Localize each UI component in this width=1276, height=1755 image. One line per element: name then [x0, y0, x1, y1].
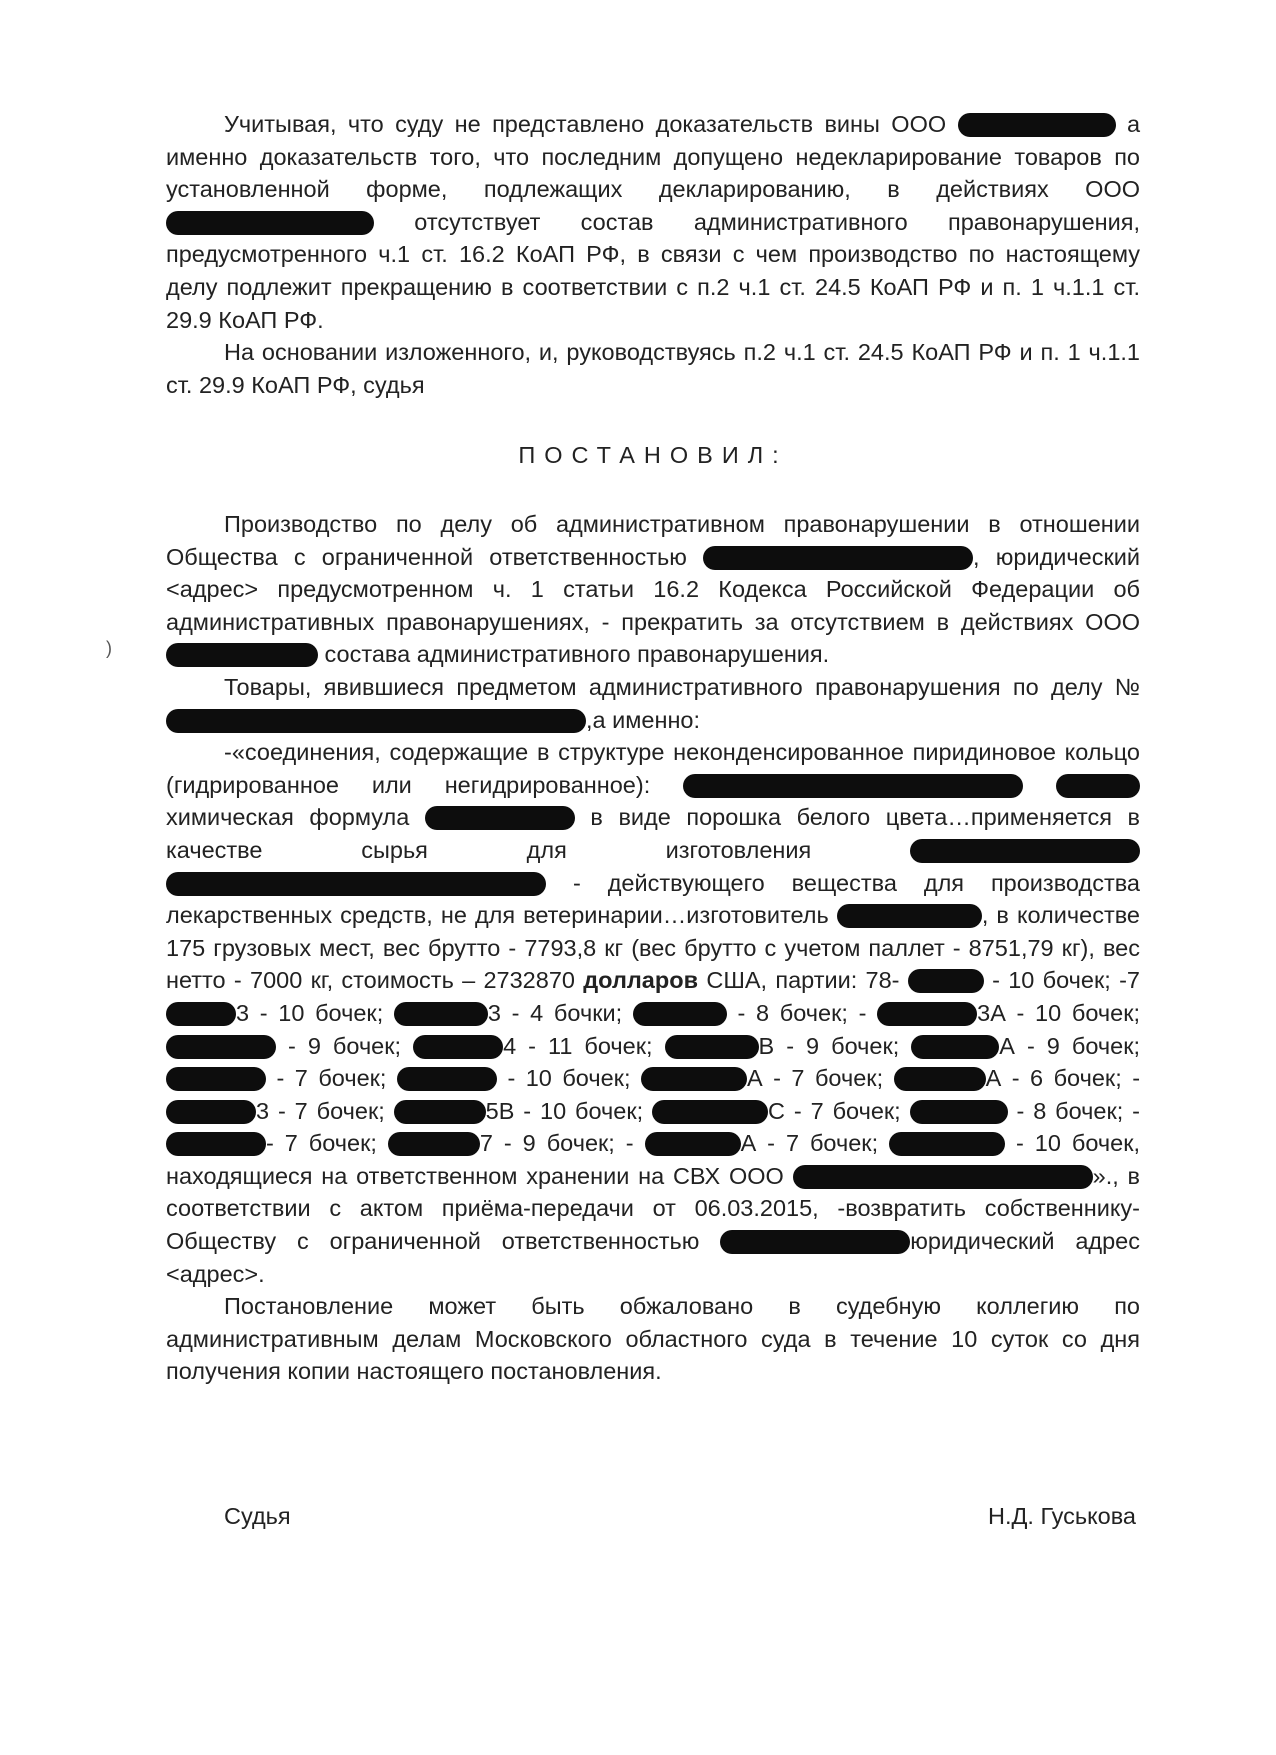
- redaction-bar: [166, 1035, 276, 1059]
- redaction-bar: [908, 969, 984, 993]
- redaction-bar: [166, 1100, 256, 1124]
- redaction-bar: [910, 1100, 1008, 1124]
- redaction-bar: [793, 1165, 1093, 1189]
- signature-label: Судья: [224, 1503, 291, 1529]
- redaction-bar: [837, 904, 982, 928]
- redaction-bar: [166, 1002, 236, 1026]
- redaction-bar: [633, 1002, 727, 1026]
- paragraph-appeal: Постановление может быть обжаловано в судебную коллегию по административным делам Московского областного суда в течение 10 суток со дня получения копии настоящего постановления.: [166, 1293, 1140, 1385]
- section-ruling: [166, 508, 1140, 1388]
- redaction-bar: [641, 1067, 747, 1091]
- redaction-bar: [166, 872, 546, 896]
- redaction-bar: [1056, 774, 1140, 798]
- redaction-bar: [425, 806, 575, 830]
- redaction-bar: [166, 211, 374, 235]
- paragraph-termination: Производство по делу об административном правонарушении в отношении Общества с ограниченной ответственностью , юридический <адрес> предусмотренном ч. 1 статьи 16.2 Кодекса Российской Федерации об административных правонарушениях, - прекратить за отсутствием в действиях ООО состава административного правонарушения.: [166, 511, 1141, 668]
- paragraph-reasoning: Учитывая, что суду не представлено доказательств вины ООО а именно доказательств того, что последним допущено недекларирование товаров по установленной форме, подлежащих декларированию, в действиях ООО отсутствует состав административного правонарушения, предусмотренного ч.1 ст. 16.2 КоАП РФ, в связи с чем производство по настоящему делу подлежит прекращению в соответствии с п.2 ч.1 ст. 24.5 КоАП РФ и п. 1 ч.1.1 ст. 29.9 КоАП РФ.: [166, 111, 1141, 333]
- paragraph-goods-description: -«соединения, содержащие в структуре неконденсированное пиридиновое кольцо (гидрированное или негидрированное): химическая формула в виде порошка белого цвета…применяется в качестве сырья для изготовления - действующего вещества для производства лекарственных средств, не для ветеринарии…изготовитель , в количестве 175 грузовых мест, вес брутто - 7793,8 кг (вес брутто с учетом паллет - 8751,79 кг), вес нетто - 7000 кг, стоимость – 2732870 долларов США, партии: 78- - 10 бочек; -7 3 - 10 бочек; 3 - 4 бочки; - 8 бочек; - 3А - 10 бочек; - 9 бочек; 4 - 11 бочек; В - 9 бочек; А - 9 бочек; - 7 бочек; - 10 бочек; А - 7 бочек; А - 6 бочек; - 3 - 7 бочек; 5В - 10 бочек; С - 7 бочек; - 8 бочек; - - 7 бочек; 7 - 9 бочек; - А - 7 бочек; - 10 бочек, находящиеся на ответственном хранении на СВХ ООО »., в соответствии с актом приёма-передачи от 06.03.2015, -возвратить собственнику- Обществу с ограниченной ответственностью юридический адрес <адрес>.: [166, 739, 1141, 1287]
- redaction-bar: [388, 1132, 480, 1156]
- redaction-bar: [397, 1067, 497, 1091]
- redaction-bar: [911, 1035, 999, 1059]
- redaction-bar: [877, 1002, 977, 1026]
- redaction-bar: [910, 839, 1140, 863]
- redaction-bar: [413, 1035, 503, 1059]
- redaction-bar: [166, 643, 318, 667]
- redaction-bar: [645, 1132, 741, 1156]
- redaction-bar: [166, 709, 586, 733]
- redaction-bar: [394, 1002, 488, 1026]
- redaction-bar: [958, 113, 1116, 137]
- redaction-bar: [665, 1035, 759, 1059]
- redaction-bar: [166, 1067, 266, 1091]
- redaction-bar: [703, 546, 973, 570]
- paragraph-goods: Товары, явившиеся предметом административного правонарушения по делу № ,а именно:: [166, 671, 1140, 736]
- redaction-bar: [720, 1230, 910, 1254]
- redaction-bar: [394, 1100, 486, 1124]
- redaction-bar: [166, 1132, 266, 1156]
- judge-name: Н.Д. Гуськова: [987, 1503, 1136, 1529]
- redaction-bar: [652, 1100, 768, 1124]
- stray-mark: ): [106, 638, 112, 658]
- currency-word: долларов: [583, 967, 699, 994]
- ruling-heading: ПОСТАНОВИЛ:: [518, 442, 788, 468]
- redaction-bar: [889, 1132, 1005, 1156]
- redaction-bar: [894, 1067, 986, 1091]
- paragraph-basis: На основании изложенного, и, руководствуясь п.2 ч.1 ст. 24.5 КоАП РФ и п. 1 ч.1.1 ст. 29.9 КоАП РФ, судья: [166, 339, 1140, 398]
- redaction-bar: [683, 774, 1023, 798]
- section-reasoning: [166, 108, 1140, 401]
